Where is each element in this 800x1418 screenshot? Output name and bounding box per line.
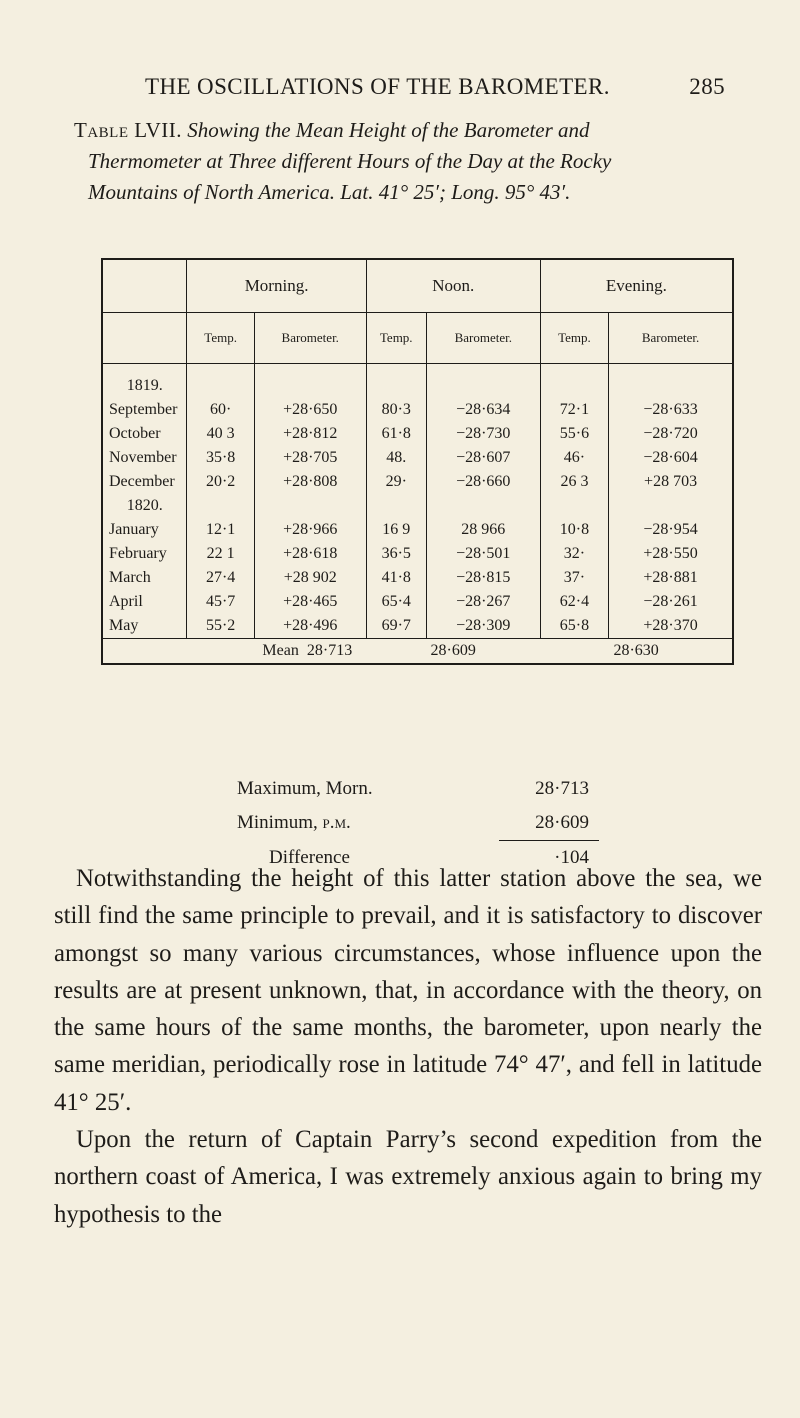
- table-cell: −28·604: [609, 446, 733, 470]
- table-cell: 22 1: [187, 542, 254, 566]
- table-row: [102, 446, 733, 470]
- year-row: [102, 494, 733, 518]
- table-row: [102, 542, 733, 566]
- month-label: October: [102, 422, 187, 446]
- body-text: [54, 860, 762, 1233]
- mean-label: Mean: [262, 642, 299, 659]
- minimum-row: [237, 806, 599, 840]
- table-cell: +28 703: [609, 470, 733, 494]
- table-cell: 20·2: [187, 470, 254, 494]
- period-evening: Evening.: [540, 259, 733, 313]
- table-cell: −28·267: [426, 590, 540, 614]
- paragraph-1: Notwithstanding the height of this latter station above the sea, we still find the same principle to prevail, and it is satisfactory to discover amongst so many various circumstances, whose influence upon the results are at present unknown, that, in accordance with the theory, on the same hours of the same months, the barometer, upon nearly the same meridian, periodically rose in latitude 74° 47′, and fell in latitude 41° 25′.: [54, 865, 762, 1116]
- mean-row: [102, 639, 733, 665]
- table-cell: 36·5: [366, 542, 426, 566]
- table-cell: 40 3: [187, 422, 254, 446]
- col-header: Temp.: [187, 313, 254, 364]
- table-cell: 80·3: [366, 398, 426, 422]
- table-cell: 29·: [366, 470, 426, 494]
- table-cell: +28·550: [609, 542, 733, 566]
- column-header-row: [102, 313, 733, 364]
- table-cell: 28 966: [426, 518, 540, 542]
- month-label: April: [102, 590, 187, 614]
- mean-morning: 28·713: [306, 642, 353, 659]
- page-number: 285: [689, 74, 725, 99]
- difference-label: Difference: [269, 847, 350, 868]
- month-label: March: [102, 566, 187, 590]
- maximum-row: [237, 772, 599, 806]
- minimum-label-wrap: [237, 806, 499, 840]
- period-header-row: [102, 259, 733, 313]
- table-cell: −28·607: [426, 446, 540, 470]
- table-cell: −28·309: [426, 614, 540, 639]
- corner-cell-2: [102, 313, 187, 364]
- table-row: [102, 614, 733, 639]
- table-cell: 10·8: [540, 518, 608, 542]
- table-cell: 61·8: [366, 422, 426, 446]
- month-label: November: [102, 446, 187, 470]
- table-cell: +28·465: [254, 590, 366, 614]
- table-cell: 65·8: [540, 614, 608, 639]
- table-row: [102, 518, 733, 542]
- mean-noon: 28·609: [366, 639, 540, 665]
- table-cell: −28·954: [609, 518, 733, 542]
- minimum-pm: p.m.: [322, 812, 351, 833]
- table-cell: +28·808: [254, 470, 366, 494]
- mean-morning-cell: [102, 639, 366, 665]
- table-cell: 41·8: [366, 566, 426, 590]
- table-row: [102, 422, 733, 446]
- col-header: Barometer.: [426, 313, 540, 364]
- table-cell: +28·812: [254, 422, 366, 446]
- caption-line-1: Showing the Mean Height of the Barometer and: [187, 118, 590, 142]
- col-header: Temp.: [366, 313, 426, 364]
- table-cell: 35·8: [187, 446, 254, 470]
- table-cell: +28·705: [254, 446, 366, 470]
- table-cell: 55·6: [540, 422, 608, 446]
- table-cell: −28·720: [609, 422, 733, 446]
- table-cell: +28·618: [254, 542, 366, 566]
- month-label: September: [102, 398, 187, 422]
- table-cell: 72·1: [540, 398, 608, 422]
- maximum-label: Maximum, Morn.: [237, 778, 373, 799]
- col-header: Barometer.: [609, 313, 733, 364]
- table-cell: +28·881: [609, 566, 733, 590]
- table-cell: 32·: [540, 542, 608, 566]
- year-label: 1820.: [102, 494, 187, 518]
- table-cell: +28·966: [254, 518, 366, 542]
- period-morning: Morning.: [187, 259, 366, 313]
- year-label: 1819.: [102, 364, 187, 399]
- table-cell: 69·7: [366, 614, 426, 639]
- table-cell: 27·4: [187, 566, 254, 590]
- table-row: [102, 566, 733, 590]
- table-cell: 16 9: [366, 518, 426, 542]
- table-cell: −28·633: [609, 398, 733, 422]
- period-noon: Noon.: [366, 259, 540, 313]
- table-row: [102, 398, 733, 422]
- difference-value: ·104: [554, 847, 589, 868]
- table-cell: 55·2: [187, 614, 254, 639]
- table-cell: −28·730: [426, 422, 540, 446]
- month-label: January: [102, 518, 187, 542]
- table-cell: +28·650: [254, 398, 366, 422]
- table-row: [102, 470, 733, 494]
- col-header: Temp.: [540, 313, 608, 364]
- caption-line-2: Thermometer at Three different Hours of the Day at the Rocky: [88, 149, 612, 173]
- table-cell: 62·4: [540, 590, 608, 614]
- caption-line-3: Mountains of North America. Lat. 41° 25′; Long. 95° 43′.: [88, 180, 571, 204]
- table-cell: +28·370: [609, 614, 733, 639]
- table-cell: 46·: [540, 446, 608, 470]
- table-label: Table LVII.: [74, 118, 183, 142]
- barometer-table: [101, 258, 734, 665]
- table-cell: 48.: [366, 446, 426, 470]
- minimum-label: Minimum,: [237, 812, 318, 833]
- table-cell: 60·: [187, 398, 254, 422]
- table-cell: −28·261: [609, 590, 733, 614]
- col-header: Barometer.: [254, 313, 366, 364]
- table-cell: 26 3: [540, 470, 608, 494]
- running-title: THE OSCILLATIONS OF THE BAROMETER.: [145, 74, 610, 99]
- table-cell: −28·815: [426, 566, 540, 590]
- paragraph-2: Upon the return of Captain Parry’s second expedition from the northern coast of America, I was extremely anxious again to bring my hypothesis to the: [54, 1126, 762, 1228]
- year-row: [102, 364, 733, 399]
- table-cell: −28·501: [426, 542, 540, 566]
- table-cell: −28·660: [426, 470, 540, 494]
- table-cell: 45·7: [187, 590, 254, 614]
- minimum-value: 28·609: [535, 812, 589, 833]
- table-caption: [74, 115, 754, 208]
- table-row: [102, 590, 733, 614]
- table-cell: +28 902: [254, 566, 366, 590]
- table-cell: 65·4: [366, 590, 426, 614]
- month-label: May: [102, 614, 187, 639]
- table-cell: 12·1: [187, 518, 254, 542]
- table-cell: +28·496: [254, 614, 366, 639]
- corner-cell: [102, 259, 187, 313]
- table-cell: 37·: [540, 566, 608, 590]
- maximum-value: 28·713: [535, 778, 589, 799]
- table-cell: −28·634: [426, 398, 540, 422]
- mean-evening: 28·630: [540, 639, 733, 665]
- month-label: December: [102, 470, 187, 494]
- month-label: February: [102, 542, 187, 566]
